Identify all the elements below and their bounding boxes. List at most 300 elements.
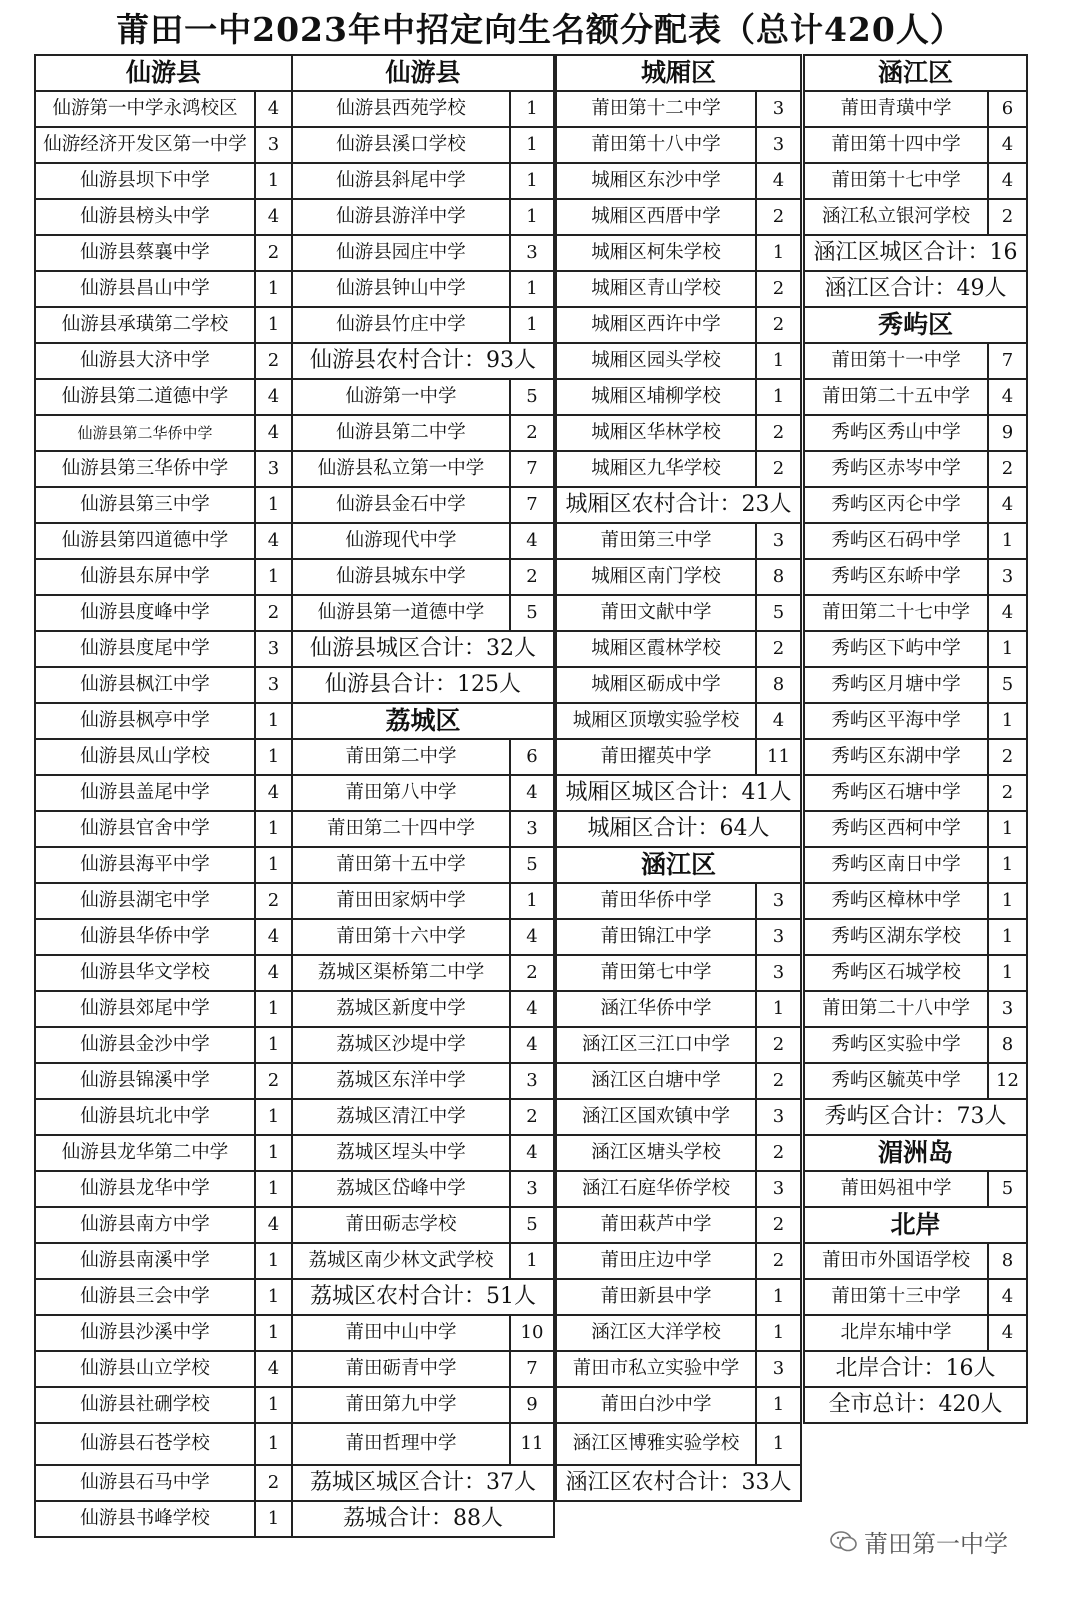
school-name: 仙游县凤山学校: [35, 739, 255, 775]
school-name: 仙游县书峰学校: [35, 1501, 255, 1537]
school-name: 涵江华侨中学: [556, 991, 756, 1027]
quota-count: 1: [510, 163, 554, 199]
subtotal-text: 全市总计：420人: [804, 1387, 1027, 1423]
school-name: 莆田青璜中学: [804, 91, 988, 127]
school-name: 仙游县溪口学校: [292, 127, 510, 163]
school-name: 仙游县南溪中学: [35, 1243, 255, 1279]
quota-count: 1: [255, 811, 292, 847]
quota-count: 1: [255, 991, 292, 1027]
school-row: [292, 487, 554, 523]
school-name: 仙游县龙华第二中学: [35, 1135, 255, 1171]
school-name: 仙游县第二中学: [292, 415, 510, 451]
school-name: 秀屿区毓英中学: [804, 1063, 988, 1099]
school-row: [35, 163, 292, 199]
district-header-row: [556, 847, 801, 883]
quota-count: 1: [988, 847, 1027, 883]
school-row: [556, 883, 801, 919]
school-name: 城厢区西许中学: [556, 307, 756, 343]
school-name: 仙游县南方中学: [35, 1207, 255, 1243]
quota-count: 4: [510, 1135, 554, 1171]
quota-count: 2: [510, 955, 554, 991]
quota-count: 9: [510, 1387, 554, 1423]
school-row: [804, 1171, 1027, 1207]
school-row: [804, 451, 1027, 487]
quota-count: 1: [255, 1315, 292, 1351]
quota-count: 1: [255, 1171, 292, 1207]
school-row: [292, 1027, 554, 1063]
school-name: 仙游经济开发区第一中学: [35, 127, 255, 163]
quota-count: 1: [255, 703, 292, 739]
quota-count: 4: [756, 163, 801, 199]
quota-count: 1: [988, 883, 1027, 919]
school-row: [292, 955, 554, 991]
quota-count: 2: [756, 1135, 801, 1171]
school-name: 秀屿区樟林中学: [804, 883, 988, 919]
quota-count: 1: [756, 1423, 801, 1465]
quota-count: 11: [510, 1423, 554, 1465]
school-row: [804, 163, 1027, 199]
quota-count: 1: [756, 379, 801, 415]
school-row: [804, 667, 1027, 703]
school-row: [35, 1135, 292, 1171]
quota-count: 2: [756, 1207, 801, 1243]
school-row: [35, 1501, 292, 1537]
watermark-text: 莆田第一中学: [864, 1530, 1008, 1558]
school-name: 秀屿区石塘中学: [804, 775, 988, 811]
school-row: [556, 1135, 801, 1171]
quota-count: 3: [988, 991, 1027, 1027]
school-row: [292, 379, 554, 415]
quota-count: 9: [988, 415, 1027, 451]
quota-count: 2: [255, 595, 292, 631]
school-name: 城厢区华林学校: [556, 415, 756, 451]
school-name: 莆田第十二中学: [556, 91, 756, 127]
school-name: 北岸东埔中学: [804, 1315, 988, 1351]
school-name: 城厢区埔柳学校: [556, 379, 756, 415]
quota-count: 5: [510, 1207, 554, 1243]
subtotal-row: [292, 631, 554, 667]
school-name: 荔城区南少林文武学校: [292, 1243, 510, 1279]
wechat-icon: [830, 1530, 858, 1560]
quota-count: 2: [988, 199, 1027, 235]
subtotal-text: 秀屿区合计：73人: [804, 1099, 1027, 1135]
quota-count: 4: [255, 91, 292, 127]
district-header: 涵江区: [556, 847, 801, 883]
quota-count: 5: [756, 595, 801, 631]
school-name: 仙游县蔡襄中学: [35, 235, 255, 271]
quota-count: 3: [510, 811, 554, 847]
school-name: 仙游县游洋中学: [292, 199, 510, 235]
school-row: [556, 163, 801, 199]
school-name: 秀屿区赤岑中学: [804, 451, 988, 487]
school-row: [804, 343, 1027, 379]
quota-count: 1: [510, 199, 554, 235]
quota-count: 1: [255, 1027, 292, 1063]
school-row: [35, 1315, 292, 1351]
quota-count: 2: [756, 1027, 801, 1063]
school-name: 仙游县榜头中学: [35, 199, 255, 235]
quota-count: 1: [756, 1315, 801, 1351]
school-name: 仙游县西苑学校: [292, 91, 510, 127]
school-row: [35, 1099, 292, 1135]
school-row: [35, 1171, 292, 1207]
quota-count: 2: [510, 415, 554, 451]
subtotal-row: [556, 775, 801, 811]
school-row: [292, 1387, 554, 1423]
quota-count: 1: [988, 811, 1027, 847]
school-name: 莆田第九中学: [292, 1387, 510, 1423]
school-row: [35, 847, 292, 883]
school-name: 莆田第二十五中学: [804, 379, 988, 415]
school-row: [292, 1315, 554, 1351]
school-row: [35, 991, 292, 1027]
quota-count: 3: [255, 667, 292, 703]
school-name: 秀屿区丙仑中学: [804, 487, 988, 523]
school-row: [556, 1387, 801, 1423]
subtotal-row: [292, 1501, 554, 1537]
school-row: [556, 1315, 801, 1351]
quota-count: 5: [510, 595, 554, 631]
subtotal-row: [556, 487, 801, 523]
quota-count: 1: [756, 235, 801, 271]
quota-count: 3: [756, 523, 801, 559]
school-row: [35, 631, 292, 667]
quota-count: 4: [255, 1207, 292, 1243]
quota-count: 4: [255, 775, 292, 811]
school-row: [292, 595, 554, 631]
school-name: 城厢区柯朱学校: [556, 235, 756, 271]
quota-count: 4: [988, 487, 1027, 523]
school-row: [556, 955, 801, 991]
district-header: 城厢区: [556, 55, 801, 91]
school-name: 莆田第三中学: [556, 523, 756, 559]
school-row: [556, 1351, 801, 1387]
school-row: [35, 271, 292, 307]
school-name: 涵江区塘头学校: [556, 1135, 756, 1171]
school-name: 城厢区九华学校: [556, 451, 756, 487]
quota-count: 1: [255, 487, 292, 523]
school-name: 莆田第七中学: [556, 955, 756, 991]
school-name: 莆田第二十四中学: [292, 811, 510, 847]
quota-count: 2: [756, 631, 801, 667]
school-row: [292, 235, 554, 271]
quota-count: 7: [510, 1351, 554, 1387]
school-name: 莆田第二十八中学: [804, 991, 988, 1027]
subtotal-row: [804, 1099, 1027, 1135]
quota-count: 1: [255, 163, 292, 199]
school-name: 仙游县石苍学校: [35, 1423, 255, 1465]
school-name: 荔城区新度中学: [292, 991, 510, 1027]
school-row: [35, 1387, 292, 1423]
school-row: [804, 631, 1027, 667]
school-row: [804, 91, 1027, 127]
school-row: [292, 199, 554, 235]
school-row: [556, 127, 801, 163]
school-name: 莆田第八中学: [292, 775, 510, 811]
school-row: [35, 127, 292, 163]
quota-count: 3: [756, 1351, 801, 1387]
quota-count: 1: [255, 1501, 292, 1537]
school-row: [556, 451, 801, 487]
school-name: 莆田新县中学: [556, 1279, 756, 1315]
school-row: [292, 1171, 554, 1207]
school-name: 荔城区沙堤中学: [292, 1027, 510, 1063]
district-header: 北岸: [804, 1207, 1027, 1243]
quota-count: 2: [756, 1243, 801, 1279]
school-name: 仙游县坝下中学: [35, 163, 255, 199]
school-row: [556, 1423, 801, 1465]
allocation-table-column-1: [34, 54, 293, 1538]
subtotal-text: 荔城区城区合计：37人: [292, 1465, 554, 1501]
school-row: [35, 1207, 292, 1243]
quota-count: 2: [255, 1465, 292, 1501]
school-name: 秀屿区秀山中学: [804, 415, 988, 451]
school-row: [35, 1027, 292, 1063]
school-name: 荔城区东洋中学: [292, 1063, 510, 1099]
subtotal-text: 仙游县城区合计：32人: [292, 631, 554, 667]
school-name: 莆田砺志学校: [292, 1207, 510, 1243]
school-row: [556, 343, 801, 379]
school-row: [292, 1135, 554, 1171]
school-row: [804, 739, 1027, 775]
school-name: 秀屿区东湖中学: [804, 739, 988, 775]
school-row: [556, 595, 801, 631]
quota-count: 4: [988, 1315, 1027, 1351]
quota-count: 2: [756, 199, 801, 235]
school-row: [35, 1465, 292, 1501]
school-row: [35, 1279, 292, 1315]
quota-count: 1: [255, 1243, 292, 1279]
school-row: [292, 127, 554, 163]
school-name: 仙游县枫亭中学: [35, 703, 255, 739]
subtotal-text: 城厢区城区合计：41人: [556, 775, 801, 811]
school-name: 秀屿区实验中学: [804, 1027, 988, 1063]
school-name: 仙游县金石中学: [292, 487, 510, 523]
school-name: 秀屿区石城学校: [804, 955, 988, 991]
quota-count: 3: [510, 1171, 554, 1207]
school-row: [292, 919, 554, 955]
quota-count: 3: [756, 91, 801, 127]
school-name: 仙游县盖尾中学: [35, 775, 255, 811]
subtotal-row: [292, 667, 554, 703]
watermark: [830, 1524, 1008, 1560]
quota-count: 3: [255, 451, 292, 487]
quota-count: 2: [988, 739, 1027, 775]
school-name: 涵江私立银河学校: [804, 199, 988, 235]
school-row: [35, 343, 292, 379]
school-row: [35, 1243, 292, 1279]
school-name: 莆田第十七中学: [804, 163, 988, 199]
subtotal-text: 北岸合计：16人: [804, 1351, 1027, 1387]
school-row: [804, 1279, 1027, 1315]
subtotal-row: [804, 235, 1027, 271]
school-row: [556, 991, 801, 1027]
school-name: 秀屿区下屿中学: [804, 631, 988, 667]
school-row: [804, 1063, 1027, 1099]
school-row: [292, 559, 554, 595]
school-name: 莆田第十五中学: [292, 847, 510, 883]
school-row: [556, 1027, 801, 1063]
quota-count: 3: [756, 1099, 801, 1135]
quota-count: 2: [255, 343, 292, 379]
quota-count: 4: [510, 991, 554, 1027]
district-header: 仙游县: [292, 55, 554, 91]
school-row: [804, 883, 1027, 919]
school-name: 仙游县三会中学: [35, 1279, 255, 1315]
school-name: 仙游县龙华中学: [35, 1171, 255, 1207]
quota-count: 10: [510, 1315, 554, 1351]
school-name: 仙游现代中学: [292, 523, 510, 559]
school-name: 莆田妈祖中学: [804, 1171, 988, 1207]
school-row: [35, 883, 292, 919]
quota-count: 12: [988, 1063, 1027, 1099]
quota-count: 2: [756, 451, 801, 487]
quota-count: 1: [255, 1099, 292, 1135]
quota-count: 2: [255, 235, 292, 271]
quota-count: 8: [756, 667, 801, 703]
school-name: 仙游县第二华侨中学: [35, 415, 255, 451]
school-row: [292, 523, 554, 559]
district-header-row: [292, 703, 554, 739]
school-row: [35, 1351, 292, 1387]
subtotal-text: 城厢区合计：64人: [556, 811, 801, 847]
district-header-row: [35, 55, 292, 91]
school-row: [35, 919, 292, 955]
school-row: [556, 1207, 801, 1243]
school-name: 仙游县第三华侨中学: [35, 451, 255, 487]
school-name: 莆田庄边中学: [556, 1243, 756, 1279]
school-name: 莆田华侨中学: [556, 883, 756, 919]
quota-count: 8: [756, 559, 801, 595]
school-row: [804, 415, 1027, 451]
allocation-table-column-4: [803, 54, 1028, 1424]
school-row: [556, 307, 801, 343]
quota-count: 1: [255, 1387, 292, 1423]
subtotal-text: 仙游县农村合计：93人: [292, 343, 554, 379]
school-row: [804, 1243, 1027, 1279]
school-row: [292, 811, 554, 847]
school-row: [292, 1063, 554, 1099]
quota-count: 1: [255, 847, 292, 883]
school-row: [35, 955, 292, 991]
quota-count: 1: [756, 343, 801, 379]
school-name: 仙游县湖宅中学: [35, 883, 255, 919]
school-row: [35, 91, 292, 127]
district-header-row: [292, 55, 554, 91]
school-row: [804, 379, 1027, 415]
quota-count: 1: [255, 307, 292, 343]
school-name: 秀屿区平海中学: [804, 703, 988, 739]
quota-count: 4: [988, 595, 1027, 631]
school-name: 秀屿区西柯中学: [804, 811, 988, 847]
school-row: [556, 631, 801, 667]
quota-count: 1: [510, 91, 554, 127]
quota-count: 1: [988, 631, 1027, 667]
school-name: 仙游县社硎学校: [35, 1387, 255, 1423]
school-name: 荔城区清江中学: [292, 1099, 510, 1135]
school-row: [292, 1207, 554, 1243]
quota-count: 4: [255, 1351, 292, 1387]
school-name: 仙游县华文学校: [35, 955, 255, 991]
school-row: [556, 523, 801, 559]
quota-count: 4: [756, 703, 801, 739]
school-row: [804, 1315, 1027, 1351]
quota-count: 1: [255, 1279, 292, 1315]
district-header-row: [804, 307, 1027, 343]
subtotal-text: 涵江区城区合计：16: [804, 235, 1027, 271]
quota-count: 1: [756, 991, 801, 1027]
school-name: 莆田第二十七中学: [804, 595, 988, 631]
school-name: 仙游县第四道德中学: [35, 523, 255, 559]
subtotal-row: [292, 1279, 554, 1315]
school-name: 涵江石庭华侨学校: [556, 1171, 756, 1207]
school-name: 莆田第十六中学: [292, 919, 510, 955]
subtotal-row: [804, 271, 1027, 307]
school-name: 秀屿区石码中学: [804, 523, 988, 559]
quota-count: 2: [756, 271, 801, 307]
school-name: 莆田市外国语学校: [804, 1243, 988, 1279]
school-name: 莆田第十一中学: [804, 343, 988, 379]
school-name: 仙游县石马中学: [35, 1465, 255, 1501]
quota-count: 2: [510, 559, 554, 595]
quota-count: 1: [510, 307, 554, 343]
school-name: 仙游县钟山中学: [292, 271, 510, 307]
school-row: [292, 163, 554, 199]
school-row: [556, 703, 801, 739]
school-name: 仙游县竹庄中学: [292, 307, 510, 343]
school-row: [556, 91, 801, 127]
school-name: 仙游县私立第一中学: [292, 451, 510, 487]
quota-count: 4: [255, 199, 292, 235]
quota-count: 3: [756, 1171, 801, 1207]
school-name: 仙游县沙溪中学: [35, 1315, 255, 1351]
school-row: [292, 991, 554, 1027]
district-header-row: [556, 55, 801, 91]
school-name: 莆田第二中学: [292, 739, 510, 775]
school-row: [35, 1063, 292, 1099]
school-row: [556, 559, 801, 595]
quota-count: 5: [988, 667, 1027, 703]
school-name: 仙游县华侨中学: [35, 919, 255, 955]
school-name: 秀屿区东峤中学: [804, 559, 988, 595]
school-name: 城厢区东沙中学: [556, 163, 756, 199]
school-row: [556, 415, 801, 451]
district-header: 湄洲岛: [804, 1135, 1027, 1171]
subtotal-text: 涵江区农村合计：33人: [556, 1465, 801, 1501]
quota-count: 4: [510, 1027, 554, 1063]
district-header: 荔城区: [292, 703, 554, 739]
school-name: 莆田砺青中学: [292, 1351, 510, 1387]
school-row: [35, 775, 292, 811]
quota-count: 4: [255, 919, 292, 955]
school-name: 莆田田家炳中学: [292, 883, 510, 919]
school-name: 涵江区大洋学校: [556, 1315, 756, 1351]
quota-count: 2: [510, 1099, 554, 1135]
quota-count: 4: [255, 415, 292, 451]
quota-count: 4: [255, 523, 292, 559]
school-row: [292, 775, 554, 811]
quota-count: 2: [988, 451, 1027, 487]
school-row: [35, 415, 292, 451]
quota-count: 2: [255, 1063, 292, 1099]
district-header: 仙游县: [35, 55, 292, 91]
school-name: 莆田哲理中学: [292, 1423, 510, 1465]
quota-count: 8: [988, 1027, 1027, 1063]
subtotal-text: 荔城区农村合计：51人: [292, 1279, 554, 1315]
quota-count: 1: [756, 1279, 801, 1315]
district-header-row: [804, 55, 1027, 91]
school-row: [804, 1027, 1027, 1063]
